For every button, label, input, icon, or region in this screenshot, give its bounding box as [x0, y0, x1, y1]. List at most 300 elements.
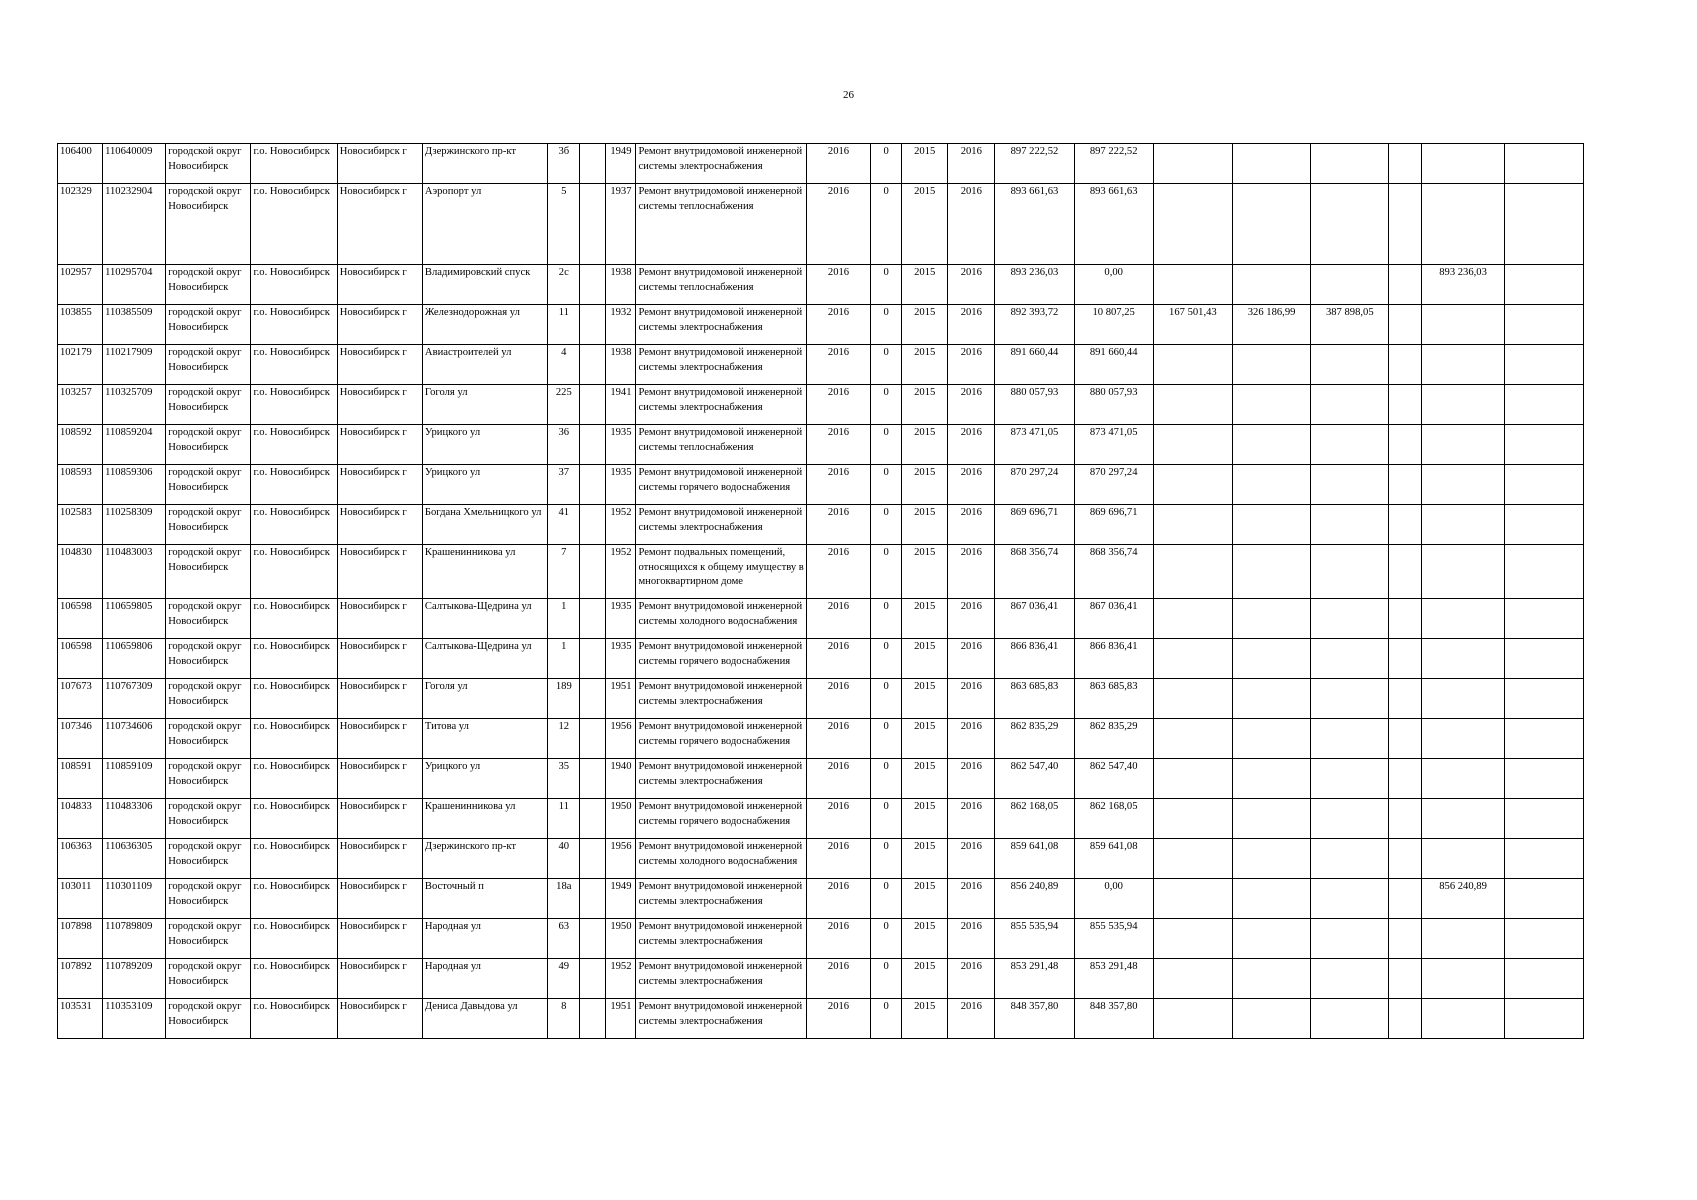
cell-code: 110258309	[103, 505, 166, 545]
cell-work-type: Ремонт внутридомовой инженерной системы теплоснабжения	[636, 265, 806, 305]
cell-plan-year: 2016	[806, 465, 870, 505]
cell-street: Дениса Давыдова ул	[422, 999, 547, 1039]
cell-amount-g	[1504, 719, 1583, 759]
cell-amount-d	[1311, 759, 1389, 799]
cell-amount-e	[1389, 265, 1422, 305]
cell-work-type: Ремонт внутридомовой инженерной системы электроснабжения	[636, 759, 806, 799]
cell-amount-a: 10 807,25	[1074, 305, 1153, 345]
cell-end-year: 2016	[948, 959, 995, 999]
table-row	[58, 425, 1584, 465]
cell-locality: Новосибирск г	[337, 599, 422, 639]
cell-code: 110789809	[103, 919, 166, 959]
cell-blank	[580, 465, 606, 505]
cell-code: 110789209	[103, 959, 166, 999]
cell-amount-e	[1389, 999, 1422, 1039]
cell-locality: Новосибирск г	[337, 959, 422, 999]
cell-id: 108592	[58, 425, 103, 465]
cell-start-year: 2015	[902, 959, 948, 999]
table-row	[58, 959, 1584, 999]
cell-municipality: городской округ Новосибирск	[166, 305, 251, 345]
cell-amount-f	[1422, 425, 1504, 465]
cell-amount-f	[1422, 839, 1504, 879]
cell-code: 110859109	[103, 759, 166, 799]
cell-amount-g	[1504, 879, 1583, 919]
cell-total-cost: 893 236,03	[995, 265, 1074, 305]
cell-locality: Новосибирск г	[337, 999, 422, 1039]
cell-amount-e	[1389, 639, 1422, 679]
cell-district: г.о. Новосибирск	[251, 719, 337, 759]
cell-amount-a: 866 836,41	[1074, 639, 1153, 679]
cell-house: 225	[548, 385, 580, 425]
cell-code: 110301109	[103, 879, 166, 919]
table-row	[58, 999, 1584, 1039]
cell-zero: 0	[871, 599, 902, 639]
table-row	[58, 679, 1584, 719]
cell-amount-b	[1153, 144, 1232, 184]
cell-year-built: 1935	[606, 465, 636, 505]
table-row	[58, 919, 1584, 959]
cell-amount-b	[1153, 385, 1232, 425]
cell-zero: 0	[871, 144, 902, 184]
cell-work-type: Ремонт внутридомовой инженерной системы горячего водоснабжения	[636, 799, 806, 839]
cell-amount-g	[1504, 184, 1583, 265]
cell-plan-year: 2016	[806, 425, 870, 465]
cell-amount-e	[1389, 465, 1422, 505]
cell-locality: Новосибирск г	[337, 184, 422, 265]
cell-end-year: 2016	[948, 385, 995, 425]
cell-year-built: 1952	[606, 959, 636, 999]
cell-id: 107673	[58, 679, 103, 719]
cell-district: г.о. Новосибирск	[251, 919, 337, 959]
cell-plan-year: 2016	[806, 959, 870, 999]
cell-street: Титова ул	[422, 719, 547, 759]
cell-amount-d	[1311, 144, 1389, 184]
cell-blank	[580, 959, 606, 999]
cell-id: 106363	[58, 839, 103, 879]
cell-amount-f	[1422, 639, 1504, 679]
cell-amount-a: 862 547,40	[1074, 759, 1153, 799]
cell-municipality: городской округ Новосибирск	[166, 959, 251, 999]
cell-amount-g	[1504, 999, 1583, 1039]
table-row	[58, 385, 1584, 425]
cell-plan-year: 2016	[806, 879, 870, 919]
cell-year-built: 1949	[606, 879, 636, 919]
cell-amount-d	[1311, 599, 1389, 639]
cell-house: 3б	[548, 144, 580, 184]
cell-plan-year: 2016	[806, 345, 870, 385]
cell-amount-a: 868 356,74	[1074, 545, 1153, 599]
cell-amount-f	[1422, 759, 1504, 799]
cell-amount-b	[1153, 599, 1232, 639]
cell-code: 110859306	[103, 465, 166, 505]
cell-code: 110385509	[103, 305, 166, 345]
cell-amount-f	[1422, 545, 1504, 599]
cell-street: Железнодорожная ул	[422, 305, 547, 345]
cell-total-cost: 893 661,63	[995, 184, 1074, 265]
cell-amount-f	[1422, 599, 1504, 639]
cell-work-type: Ремонт внутридомовой инженерной системы горячего водоснабжения	[636, 719, 806, 759]
cell-plan-year: 2016	[806, 799, 870, 839]
cell-municipality: городской округ Новосибирск	[166, 679, 251, 719]
cell-municipality: городской округ Новосибирск	[166, 505, 251, 545]
table-row	[58, 345, 1584, 385]
cell-code: 110859204	[103, 425, 166, 465]
cell-zero: 0	[871, 799, 902, 839]
cell-street: Гоголя ул	[422, 385, 547, 425]
cell-amount-a: 869 696,71	[1074, 505, 1153, 545]
cell-plan-year: 2016	[806, 545, 870, 599]
cell-amount-g	[1504, 345, 1583, 385]
cell-street: Урицкого ул	[422, 465, 547, 505]
cell-plan-year: 2016	[806, 679, 870, 719]
cell-work-type: Ремонт внутридомовой инженерной системы теплоснабжения	[636, 425, 806, 465]
cell-amount-g	[1504, 599, 1583, 639]
cell-id: 103531	[58, 999, 103, 1039]
cell-house: 37	[548, 465, 580, 505]
cell-amount-a: 853 291,48	[1074, 959, 1153, 999]
cell-id: 103011	[58, 879, 103, 919]
cell-amount-f	[1422, 184, 1504, 265]
cell-total-cost: 869 696,71	[995, 505, 1074, 545]
cell-id: 108591	[58, 759, 103, 799]
cell-zero: 0	[871, 679, 902, 719]
cell-amount-e	[1389, 879, 1422, 919]
cell-start-year: 2015	[902, 144, 948, 184]
cell-zero: 0	[871, 959, 902, 999]
cell-total-cost: 868 356,74	[995, 545, 1074, 599]
cell-end-year: 2016	[948, 759, 995, 799]
cell-municipality: городской округ Новосибирск	[166, 799, 251, 839]
cell-end-year: 2016	[948, 639, 995, 679]
cell-end-year: 2016	[948, 839, 995, 879]
cell-work-type: Ремонт внутридомовой инженерной системы электроснабжения	[636, 305, 806, 345]
cell-id: 102583	[58, 505, 103, 545]
cell-year-built: 1950	[606, 799, 636, 839]
cell-blank	[580, 719, 606, 759]
cell-municipality: городской округ Новосибирск	[166, 425, 251, 465]
cell-year-built: 1935	[606, 599, 636, 639]
cell-start-year: 2015	[902, 385, 948, 425]
cell-total-cost: 867 036,41	[995, 599, 1074, 639]
cell-amount-c	[1232, 465, 1310, 505]
cell-amount-c	[1232, 999, 1310, 1039]
cell-amount-b	[1153, 265, 1232, 305]
cell-house: 1	[548, 639, 580, 679]
cell-amount-b	[1153, 345, 1232, 385]
cell-start-year: 2015	[902, 759, 948, 799]
cell-amount-b	[1153, 799, 1232, 839]
cell-locality: Новосибирск г	[337, 385, 422, 425]
cell-amount-f	[1422, 345, 1504, 385]
cell-district: г.о. Новосибирск	[251, 759, 337, 799]
cell-district: г.о. Новосибирск	[251, 345, 337, 385]
cell-amount-b	[1153, 639, 1232, 679]
cell-total-cost: 873 471,05	[995, 425, 1074, 465]
cell-work-type: Ремонт внутридомовой инженерной системы холодного водоснабжения	[636, 599, 806, 639]
cell-zero: 0	[871, 919, 902, 959]
cell-amount-c	[1232, 144, 1310, 184]
cell-total-cost: 862 547,40	[995, 759, 1074, 799]
table-row	[58, 879, 1584, 919]
cell-amount-d	[1311, 919, 1389, 959]
cell-end-year: 2016	[948, 545, 995, 599]
cell-amount-a: 855 535,94	[1074, 919, 1153, 959]
cell-code: 110295704	[103, 265, 166, 305]
cell-locality: Новосибирск г	[337, 345, 422, 385]
cell-code: 110659805	[103, 599, 166, 639]
cell-work-type: Ремонт внутридомовой инженерной системы холодного водоснабжения	[636, 839, 806, 879]
cell-locality: Новосибирск г	[337, 839, 422, 879]
cell-start-year: 2015	[902, 599, 948, 639]
table-row	[58, 265, 1584, 305]
cell-total-cost: 897 222,52	[995, 144, 1074, 184]
cell-start-year: 2015	[902, 505, 948, 545]
cell-start-year: 2015	[902, 345, 948, 385]
cell-district: г.о. Новосибирск	[251, 799, 337, 839]
cell-zero: 0	[871, 879, 902, 919]
table-row	[58, 639, 1584, 679]
cell-amount-f: 893 236,03	[1422, 265, 1504, 305]
cell-amount-f	[1422, 799, 1504, 839]
cell-amount-g	[1504, 839, 1583, 879]
cell-street: Народная ул	[422, 959, 547, 999]
cell-district: г.о. Новосибирск	[251, 425, 337, 465]
cell-house: 12	[548, 719, 580, 759]
cell-municipality: городской округ Новосибирск	[166, 184, 251, 265]
cell-house: 35	[548, 759, 580, 799]
cell-end-year: 2016	[948, 265, 995, 305]
cell-locality: Новосибирск г	[337, 425, 422, 465]
cell-house: 189	[548, 679, 580, 719]
cell-blank	[580, 385, 606, 425]
cell-amount-g	[1504, 639, 1583, 679]
cell-total-cost: 891 660,44	[995, 345, 1074, 385]
cell-blank	[580, 879, 606, 919]
cell-locality: Новосибирск г	[337, 719, 422, 759]
cell-amount-c: 326 186,99	[1232, 305, 1310, 345]
cell-amount-a: 870 297,24	[1074, 465, 1153, 505]
cell-amount-c	[1232, 345, 1310, 385]
cell-plan-year: 2016	[806, 305, 870, 345]
cell-amount-b	[1153, 959, 1232, 999]
cell-amount-d	[1311, 265, 1389, 305]
cell-amount-c	[1232, 719, 1310, 759]
cell-house: 36	[548, 425, 580, 465]
cell-zero: 0	[871, 265, 902, 305]
table-row	[58, 599, 1584, 639]
cell-id: 106598	[58, 639, 103, 679]
cell-end-year: 2016	[948, 505, 995, 545]
cell-id: 107898	[58, 919, 103, 959]
cell-year-built: 1950	[606, 919, 636, 959]
cell-id: 108593	[58, 465, 103, 505]
cell-year-built: 1937	[606, 184, 636, 265]
cell-blank	[580, 679, 606, 719]
cell-start-year: 2015	[902, 679, 948, 719]
cell-amount-d	[1311, 545, 1389, 599]
cell-total-cost: 880 057,93	[995, 385, 1074, 425]
cell-plan-year: 2016	[806, 184, 870, 265]
cell-end-year: 2016	[948, 919, 995, 959]
cell-street: Гоголя ул	[422, 679, 547, 719]
cell-code: 110217909	[103, 345, 166, 385]
cell-code: 110659806	[103, 639, 166, 679]
cell-code: 110232904	[103, 184, 166, 265]
cell-start-year: 2015	[902, 719, 948, 759]
cell-amount-a: 0,00	[1074, 879, 1153, 919]
cell-amount-f	[1422, 719, 1504, 759]
cell-blank	[580, 345, 606, 385]
table-row	[58, 545, 1584, 599]
cell-blank	[580, 505, 606, 545]
cell-blank	[580, 599, 606, 639]
cell-amount-c	[1232, 799, 1310, 839]
cell-house: 11	[548, 799, 580, 839]
cell-start-year: 2015	[902, 184, 948, 265]
table-row	[58, 144, 1584, 184]
cell-amount-e	[1389, 799, 1422, 839]
cell-amount-c	[1232, 545, 1310, 599]
cell-amount-e	[1389, 425, 1422, 465]
cell-amount-d	[1311, 999, 1389, 1039]
cell-amount-g	[1504, 919, 1583, 959]
table-body	[58, 144, 1584, 1039]
cell-street: Аэропорт ул	[422, 184, 547, 265]
cell-municipality: городской округ Новосибирск	[166, 879, 251, 919]
cell-amount-b	[1153, 545, 1232, 599]
page-number: 26	[843, 89, 854, 101]
cell-street: Крашенинникова ул	[422, 799, 547, 839]
cell-amount-c	[1232, 265, 1310, 305]
cell-amount-a: 862 168,05	[1074, 799, 1153, 839]
cell-amount-a: 863 685,83	[1074, 679, 1153, 719]
cell-amount-b	[1153, 425, 1232, 465]
cell-total-cost: 863 685,83	[995, 679, 1074, 719]
cell-id: 104830	[58, 545, 103, 599]
cell-total-cost: 848 357,80	[995, 999, 1074, 1039]
cell-amount-d	[1311, 345, 1389, 385]
cell-year-built: 1932	[606, 305, 636, 345]
cell-zero: 0	[871, 999, 902, 1039]
cell-house: 2с	[548, 265, 580, 305]
cell-amount-a: 867 036,41	[1074, 599, 1153, 639]
cell-amount-e	[1389, 505, 1422, 545]
cell-municipality: городской округ Новосибирск	[166, 999, 251, 1039]
cell-work-type: Ремонт внутридомовой инженерной системы электроснабжения	[636, 919, 806, 959]
cell-municipality: городской округ Новосибирск	[166, 839, 251, 879]
cell-year-built: 1938	[606, 345, 636, 385]
cell-total-cost: 856 240,89	[995, 879, 1074, 919]
cell-amount-f	[1422, 919, 1504, 959]
cell-amount-d	[1311, 799, 1389, 839]
cell-end-year: 2016	[948, 719, 995, 759]
cell-total-cost: 892 393,72	[995, 305, 1074, 345]
cell-house: 49	[548, 959, 580, 999]
cell-amount-e	[1389, 385, 1422, 425]
cell-amount-g	[1504, 505, 1583, 545]
cell-zero: 0	[871, 305, 902, 345]
cell-municipality: городской округ Новосибирск	[166, 759, 251, 799]
cell-end-year: 2016	[948, 425, 995, 465]
cell-amount-c	[1232, 425, 1310, 465]
cell-house: 8	[548, 999, 580, 1039]
cell-year-built: 1952	[606, 545, 636, 599]
cell-amount-b	[1153, 999, 1232, 1039]
cell-id: 103855	[58, 305, 103, 345]
cell-amount-f	[1422, 959, 1504, 999]
cell-plan-year: 2016	[806, 505, 870, 545]
cell-start-year: 2015	[902, 999, 948, 1039]
cell-amount-c	[1232, 959, 1310, 999]
cell-total-cost: 870 297,24	[995, 465, 1074, 505]
cell-municipality: городской округ Новосибирск	[166, 599, 251, 639]
cell-amount-b	[1153, 839, 1232, 879]
cell-amount-e	[1389, 545, 1422, 599]
cell-code: 110353109	[103, 999, 166, 1039]
cell-locality: Новосибирск г	[337, 679, 422, 719]
cell-locality: Новосибирск г	[337, 919, 422, 959]
table-row	[58, 465, 1584, 505]
cell-amount-g	[1504, 799, 1583, 839]
cell-amount-a: 862 835,29	[1074, 719, 1153, 759]
cell-amount-a: 880 057,93	[1074, 385, 1153, 425]
cell-blank	[580, 839, 606, 879]
cell-zero: 0	[871, 425, 902, 465]
cell-id: 102179	[58, 345, 103, 385]
cell-end-year: 2016	[948, 305, 995, 345]
cell-year-built: 1956	[606, 839, 636, 879]
cell-district: г.о. Новосибирск	[251, 545, 337, 599]
cell-amount-g	[1504, 265, 1583, 305]
cell-street: Салтыкова-Щедрина ул	[422, 599, 547, 639]
cell-amount-d	[1311, 505, 1389, 545]
cell-amount-d	[1311, 639, 1389, 679]
cell-amount-c	[1232, 919, 1310, 959]
cell-district: г.о. Новосибирск	[251, 505, 337, 545]
cell-id: 102329	[58, 184, 103, 265]
cell-locality: Новосибирск г	[337, 545, 422, 599]
table-row	[58, 799, 1584, 839]
cell-total-cost: 855 535,94	[995, 919, 1074, 959]
cell-municipality: городской округ Новосибирск	[166, 345, 251, 385]
cell-blank	[580, 999, 606, 1039]
cell-locality: Новосибирск г	[337, 505, 422, 545]
cell-zero: 0	[871, 385, 902, 425]
cell-district: г.о. Новосибирск	[251, 599, 337, 639]
cell-house: 4	[548, 345, 580, 385]
cell-house: 40	[548, 839, 580, 879]
cell-district: г.о. Новосибирск	[251, 265, 337, 305]
cell-code: 110325709	[103, 385, 166, 425]
cell-blank	[580, 184, 606, 265]
cell-work-type: Ремонт внутридомовой инженерной системы горячего водоснабжения	[636, 639, 806, 679]
cell-locality: Новосибирск г	[337, 265, 422, 305]
cell-amount-e	[1389, 959, 1422, 999]
cell-work-type: Ремонт внутридомовой инженерной системы электроснабжения	[636, 679, 806, 719]
cell-end-year: 2016	[948, 679, 995, 719]
cell-start-year: 2015	[902, 265, 948, 305]
cell-municipality: городской округ Новосибирск	[166, 385, 251, 425]
cell-code: 110483003	[103, 545, 166, 599]
cell-year-built: 1940	[606, 759, 636, 799]
table-row	[58, 839, 1584, 879]
cell-end-year: 2016	[948, 144, 995, 184]
cell-amount-d	[1311, 425, 1389, 465]
cell-amount-d	[1311, 184, 1389, 265]
cell-work-type: Ремонт внутридомовой инженерной системы электроснабжения	[636, 144, 806, 184]
cell-amount-e	[1389, 759, 1422, 799]
cell-district: г.о. Новосибирск	[251, 999, 337, 1039]
